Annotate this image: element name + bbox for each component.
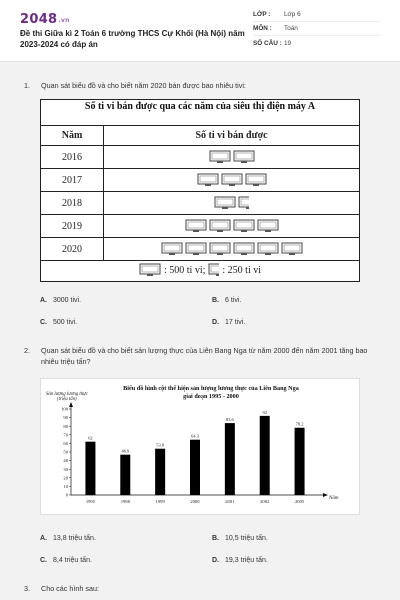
pictograph-legend <box>40 258 360 282</box>
col-header-count: Số ti vi bán được <box>195 130 268 141</box>
row-icons <box>104 238 359 260</box>
table-title: Số ti vi bán được qua các năm của siêu thị điện máy A <box>84 101 316 112</box>
bar <box>295 428 305 495</box>
bar <box>155 449 165 495</box>
row-icons <box>104 215 359 237</box>
tv-icon <box>233 242 255 256</box>
tv-icon <box>185 242 207 256</box>
y-tick-label: 80 <box>63 423 68 429</box>
bar-value-label: 53.8 <box>156 442 164 448</box>
y-tick-label: 30 <box>63 466 68 472</box>
bar-value-label: 46.9 <box>121 448 130 454</box>
x-axis-arrow <box>323 493 328 497</box>
y-tick-label: 0 <box>65 492 68 498</box>
bar <box>190 440 200 495</box>
tv-icon <box>221 173 243 187</box>
bar-value-label: 62 <box>88 435 93 441</box>
meta-row-class: LỚP : Lớp 6 <box>253 8 381 22</box>
table-row <box>41 145 359 168</box>
y-tick-label: 40 <box>63 458 68 464</box>
row-year: 2020 <box>41 238 104 260</box>
bar <box>120 455 130 495</box>
chart-title: Biểu đồ hình cột thể hiện sản lượng lương thực của Liên Bang Nga <box>123 385 299 392</box>
question-number: 3. <box>24 584 30 593</box>
y-tick-label: 10 <box>63 484 68 489</box>
legend-full-label: : 500 ti vi; <box>163 264 206 276</box>
q1-option-a[interactable]: A. 3000 tivi. <box>40 297 82 304</box>
tv-icon <box>214 196 236 210</box>
row-year: 2017 <box>41 169 104 191</box>
tv-icon <box>185 219 207 233</box>
bar-chart <box>41 379 359 514</box>
meta-row-count: SỐ CÂU : 19 <box>253 39 292 47</box>
y-tick-label: 90 <box>63 415 68 421</box>
q2-option-c[interactable]: C. 8,4 triệu tấn. <box>40 557 92 564</box>
legend-half-label: : 250 ti vi <box>222 264 262 276</box>
row-year: 2016 <box>41 146 104 168</box>
meta-row-subject: MÔN : Toán <box>253 22 381 36</box>
y-tick-label: 70 <box>63 432 68 438</box>
tv-icon <box>281 242 303 256</box>
x-tick-label: 1998 <box>120 499 130 504</box>
tv-icon <box>233 150 255 164</box>
tv-icon <box>209 150 231 164</box>
x-tick-label: 1999 <box>155 499 165 504</box>
y-tick-label: 50 <box>63 449 68 455</box>
site-logo[interactable]: 2048.vn <box>20 12 70 27</box>
x-axis-label: Năm <box>329 496 339 501</box>
y-tick-label: 20 <box>63 475 68 481</box>
tv-icon <box>209 242 231 256</box>
tv-pictograph-table <box>40 99 360 282</box>
bar-value-label: 92 <box>262 409 267 415</box>
col-header-year: Năm <box>41 126 104 145</box>
table-row <box>41 191 359 214</box>
tv-icon <box>245 173 267 187</box>
chart-title: giai đoạn 1995 - 2000 <box>183 393 239 400</box>
row-icons <box>104 192 359 214</box>
table-header-row <box>41 125 359 145</box>
question-text: Quan sát biểu đồ và cho biết năm 2020 bán được bao nhiêu tivi: <box>41 81 246 90</box>
y-tick-label: 100 <box>61 406 68 412</box>
bar <box>85 442 95 495</box>
bar-value-label: 78.2 <box>295 421 304 427</box>
q1-option-b[interactable]: B. 6 tivi. <box>212 297 242 304</box>
tv-icon <box>161 242 183 256</box>
question-number: 2. <box>24 346 30 355</box>
q2-option-b[interactable]: B. 10,5 triệu tấn. <box>212 535 268 542</box>
y-axis-label: Sản lượng lương thực <box>46 392 88 397</box>
tv-icon <box>257 242 279 256</box>
q1-option-c[interactable]: C. 500 tivi. <box>40 319 78 326</box>
bar-value-label: 64.3 <box>191 433 199 439</box>
row-icons <box>104 146 359 168</box>
x-tick-label: 2000 <box>190 499 200 504</box>
bar <box>260 416 270 495</box>
question-number: 1. <box>24 81 30 90</box>
y-tick-label: 60 <box>63 441 68 446</box>
x-tick-label: 2002 <box>260 499 270 504</box>
table-row <box>41 237 359 260</box>
x-tick-label: 1995 <box>85 499 96 504</box>
tv-icon <box>139 263 161 277</box>
tv-icon <box>209 219 231 233</box>
tv-icon <box>257 219 279 233</box>
q1-option-d[interactable]: D. 17 tivi. <box>212 319 246 326</box>
x-tick-label: 2005 <box>294 499 305 504</box>
tv-icon <box>197 173 219 187</box>
question-text: Cho các hình sau: <box>41 584 99 593</box>
grain-output-chart <box>40 378 360 515</box>
half-tv-icon <box>238 196 249 210</box>
q2-option-d[interactable]: D. 19,3 triệu tấn. <box>212 557 268 564</box>
y-axis-label: (triệu tấn) <box>57 397 77 402</box>
page-header <box>0 0 400 62</box>
q2-option-a[interactable]: A. 13,8 triệu tấn. <box>40 535 96 542</box>
exam-title: Đề thi Giữa kì 2 Toán 6 trường THCS Cự Khối (Hà Nội) năm 2023-2024 có đáp án <box>20 29 245 49</box>
x-tick-label: 2001 <box>225 499 235 504</box>
tv-icon <box>233 219 255 233</box>
question-text: Quan sát biểu đồ và cho biết sản lượng thực của Liên Bang Nga từ năm 2000 đến năm 2001 tăng bao nhiêu triệu tấn? <box>41 346 368 366</box>
half-tv-icon <box>208 263 219 277</box>
bar-value-label: 83.6 <box>226 417 234 423</box>
exam-meta <box>253 8 381 50</box>
table-row <box>41 168 359 191</box>
row-icons <box>104 169 359 191</box>
row-year: 2018 <box>41 192 104 214</box>
table-row <box>41 214 359 237</box>
row-year: 2019 <box>41 215 104 237</box>
y-axis-arrow <box>69 402 73 407</box>
bar <box>225 423 235 495</box>
